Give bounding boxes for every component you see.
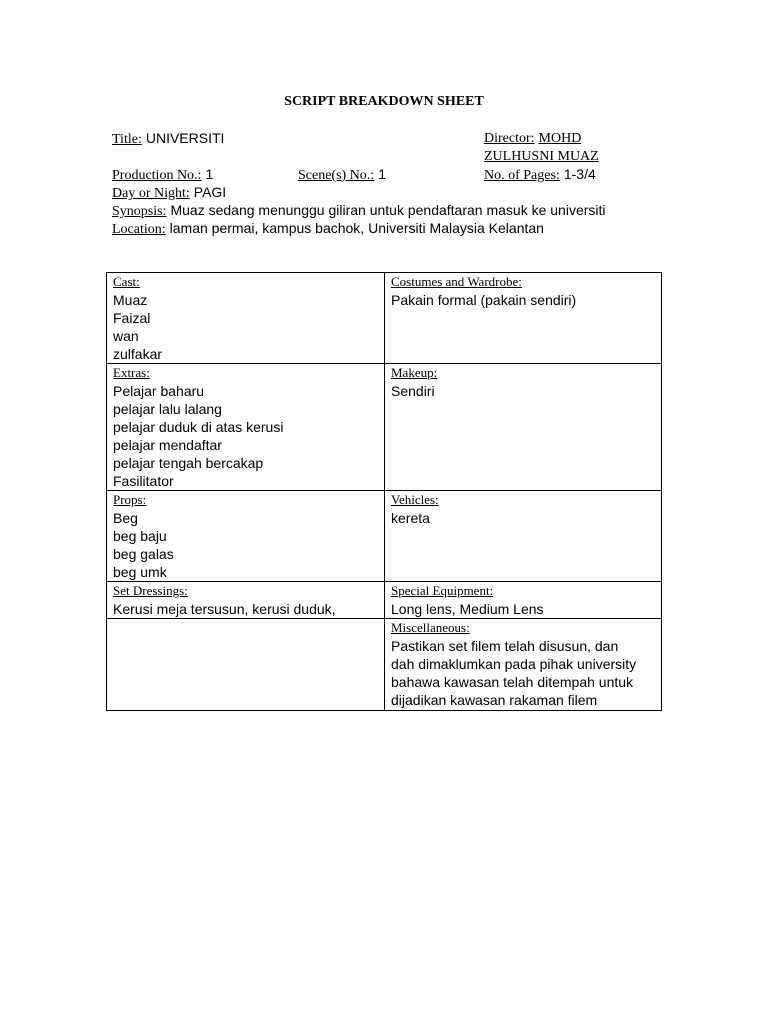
title-value: UNIVERSITI <box>145 130 225 146</box>
production-value: 1 <box>205 166 214 182</box>
table-row <box>107 619 662 711</box>
location-label: Location: <box>112 222 166 237</box>
table-row <box>107 364 662 491</box>
location-field <box>112 219 544 239</box>
props-cell <box>107 491 385 582</box>
special-equipment-item: Long lens, Medium Lens <box>391 601 544 617</box>
cast-label: Cast: <box>113 274 140 289</box>
makeup-label: Makeup: <box>391 365 438 380</box>
cast-item: Muaz <box>113 292 148 308</box>
extras-item: Pelajar baharu <box>113 383 205 399</box>
cast-cell <box>107 273 385 364</box>
scene-label: Scene(s) No.: <box>298 168 375 183</box>
pages-field <box>484 165 596 185</box>
vehicles-item: kereta <box>391 510 430 526</box>
props-item: beg umk <box>113 564 167 580</box>
daynight-value: PAGI <box>193 184 227 200</box>
props-item: Beg <box>113 510 138 526</box>
cast-item: wan <box>113 328 139 344</box>
document-title: SCRIPT BREAKDOWN SHEET <box>284 94 484 109</box>
costumes-label: Costumes and Wardrobe: <box>391 274 522 289</box>
special-equipment-cell <box>385 582 662 619</box>
makeup-cell <box>385 364 662 491</box>
extras-item: pelajar tengah bercakap <box>113 455 264 471</box>
miscellaneous-label: Miscellaneous: <box>391 620 470 635</box>
director-label: Director: <box>484 131 535 146</box>
extras-item: pelajar lalu lalang <box>113 401 222 417</box>
props-label: Props: <box>113 492 147 507</box>
scene-field <box>298 165 386 185</box>
cast-item: zulfakar <box>113 346 163 362</box>
title-field <box>112 129 224 149</box>
set-dressings-item: Kerusi meja tersusun, kerusi duduk, <box>113 601 336 617</box>
director-value-line2: ZULHUSNI MUAZ <box>484 149 599 164</box>
miscellaneous-item: bahawa kawasan telah ditempah untuk <box>391 674 634 690</box>
empty-cell <box>107 619 385 711</box>
daynight-label: Day or Night: <box>112 186 190 201</box>
production-label: Production No.: <box>112 168 202 183</box>
props-item: beg baju <box>113 528 167 544</box>
miscellaneous-item: dah dimaklumkan pada pihak university <box>391 656 637 672</box>
extras-label: Extras: <box>113 365 150 380</box>
set-dressings-cell <box>107 582 385 619</box>
table-row <box>107 273 662 364</box>
props-item: beg galas <box>113 546 174 562</box>
location-value: laman permai, kampus bachok, Universiti Malaysia Kelantan <box>169 220 544 236</box>
extras-item: Fasilitator <box>113 473 174 489</box>
daynight-field <box>112 183 226 203</box>
table-row <box>107 582 662 619</box>
miscellaneous-cell <box>385 619 662 711</box>
costumes-cell <box>385 273 662 364</box>
synopsis-field <box>112 201 606 221</box>
table-row <box>107 491 662 582</box>
miscellaneous-item: Pastikan set filem telah disusun, dan <box>391 638 619 654</box>
synopsis-value: Muaz sedang menunggu giliran untuk pendaftaran masuk ke universiti <box>170 202 606 218</box>
costumes-item: Pakain formal (pakain sendiri) <box>391 292 577 308</box>
director-value-line1: MOHD <box>538 131 582 146</box>
breakdown-table <box>106 272 662 711</box>
vehicles-cell <box>385 491 662 582</box>
cast-item: Faizal <box>113 310 151 326</box>
extras-item: pelajar mendaftar <box>113 437 222 453</box>
miscellaneous-item: dijadikan kawasan rakaman filem <box>391 692 598 708</box>
production-field <box>112 165 213 185</box>
vehicles-label: Vehicles: <box>391 492 439 507</box>
pages-label: No. of Pages: <box>484 168 560 183</box>
makeup-item: Sendiri <box>391 383 435 399</box>
title-label: Title: <box>112 132 142 147</box>
director-field-line2 <box>484 147 599 166</box>
extras-cell <box>107 364 385 491</box>
synopsis-label: Synopsis: <box>112 204 167 219</box>
special-equipment-label: Special Equipment: <box>391 583 494 598</box>
director-field <box>484 129 581 148</box>
scene-value: 1 <box>378 166 386 182</box>
pages-value: 1-3/4 <box>563 166 596 182</box>
set-dressings-label: Set Dressings: <box>113 583 188 598</box>
extras-item: pelajar duduk di atas kerusi <box>113 419 284 435</box>
